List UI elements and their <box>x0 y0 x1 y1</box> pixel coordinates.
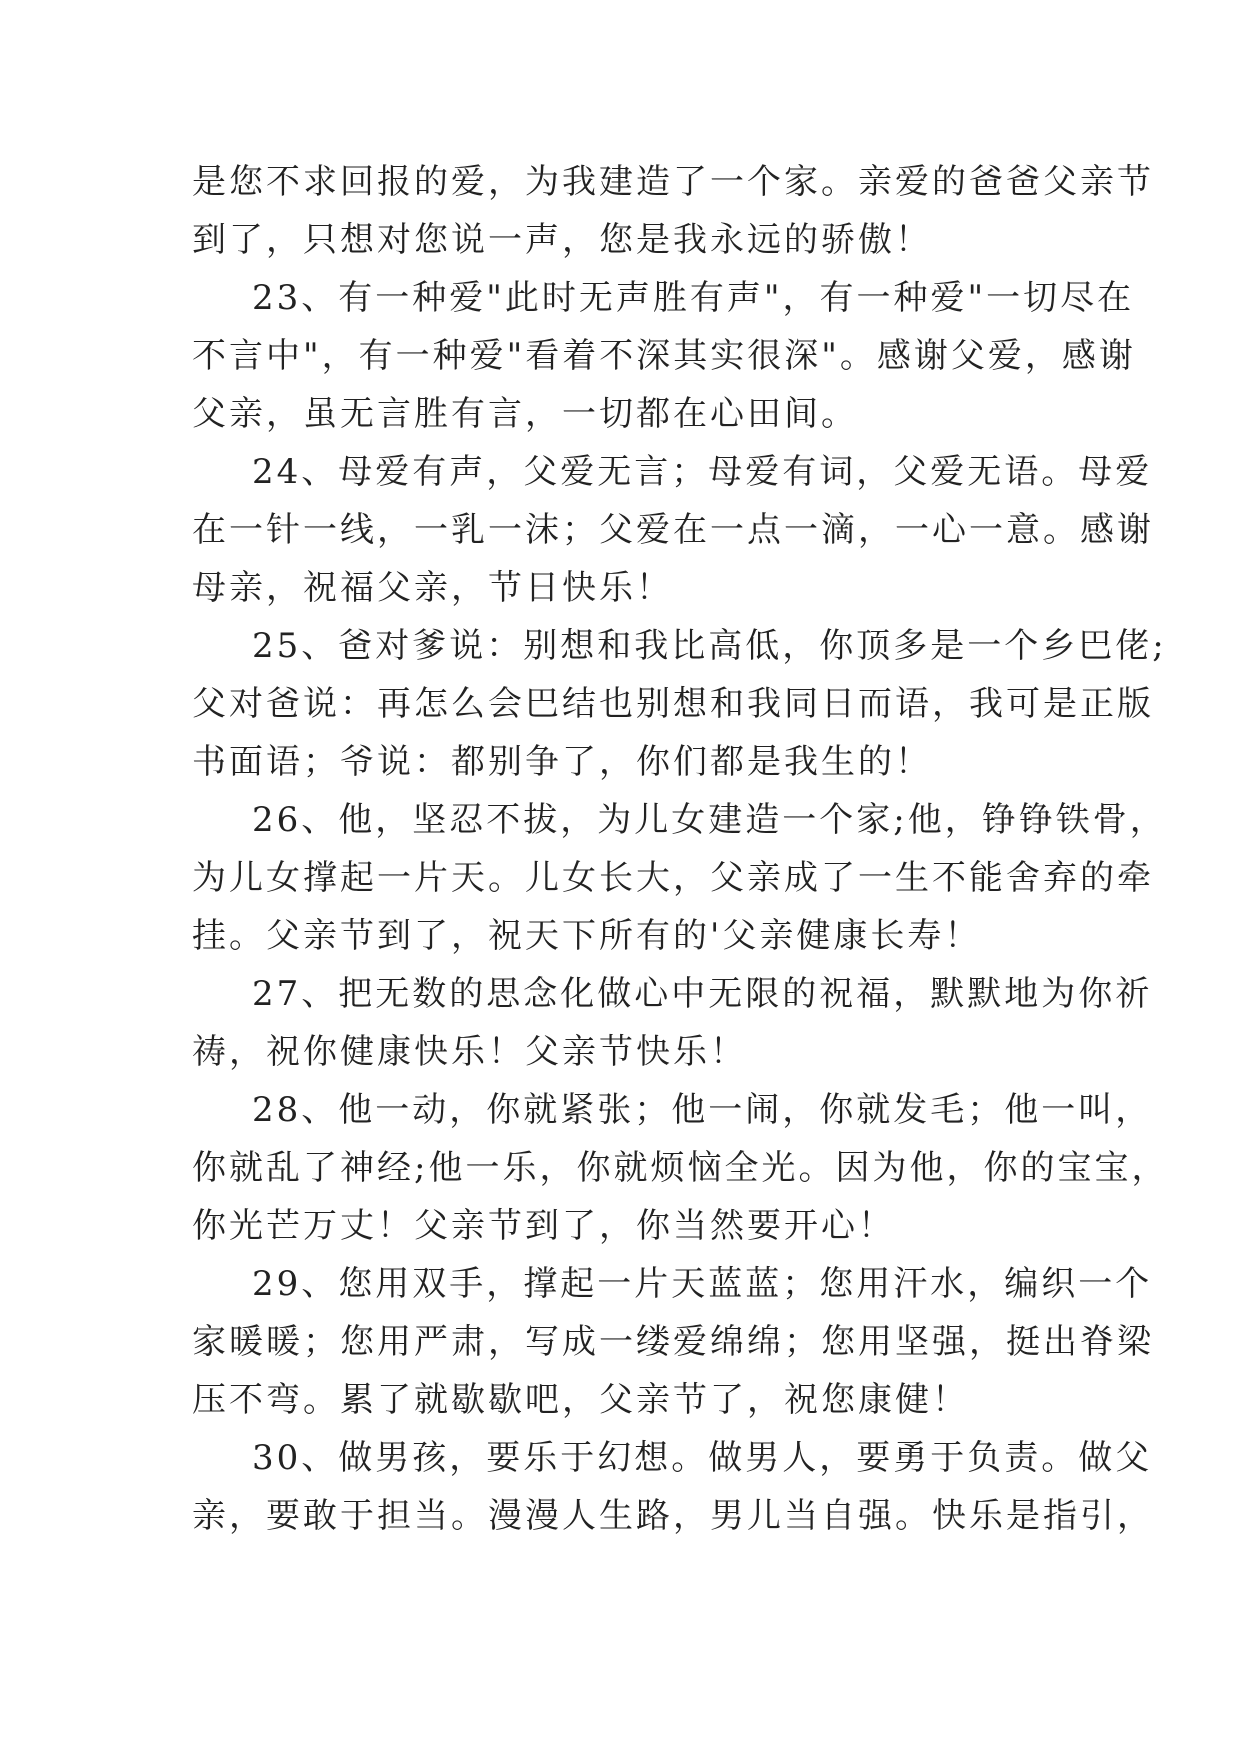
text-line: 在一针一线，一乳一沫；父爱在一点一滴，一心一意。感谢 <box>192 510 1154 550</box>
paragraph-start-24: 24、母爱有声，父爱无言；母爱有词，父爱无语。母爱 <box>252 452 1153 492</box>
paragraph-start-27: 27、把无数的思念化做心中无限的祝福，默默地为你祈 <box>252 974 1153 1014</box>
paragraph-start-28: 28、他一动，你就紧张；他一闹，你就发毛；他一叫， <box>252 1090 1153 1130</box>
text-line: 父对爸说：再怎么会巴结也别想和我同日而语，我可是正版 <box>192 684 1154 724</box>
text-line: 是您不求回报的爱，为我建造了一个家。亲爱的爸爸父亲节 <box>192 162 1154 202</box>
paragraph-start-25: 25、爸对爹说：别想和我比高低，你顶多是一个乡巴佬; <box>252 626 1167 666</box>
text-line: 到了，只想对您说一声，您是我永远的骄傲！ <box>192 220 932 260</box>
text-line: 父亲，虽无言胜有言，一切都在心田间。 <box>192 394 858 434</box>
text-line: 挂。父亲节到了，祝天下所有的'父亲健康长寿！ <box>192 916 982 956</box>
text-line: 压不弯。累了就歇歇吧，父亲节了，祝您康健！ <box>192 1380 969 1420</box>
paragraph-start-30: 30、做男孩，要乐于幻想。做男人，要勇于负责。做父 <box>252 1438 1153 1478</box>
text-line: 书面语；爷说：都别争了，你们都是我生的！ <box>192 742 932 782</box>
text-line: 为儿女撑起一片天。儿女长大，父亲成了一生不能舍弃的牵 <box>192 858 1154 898</box>
paragraph-start-26: 26、他，坚忍不拔，为儿女建造一个家;他，铮铮铁骨， <box>252 800 1167 840</box>
paragraph-start-29: 29、您用双手，撑起一片天蓝蓝；您用汗水，编织一个 <box>252 1264 1153 1304</box>
text-line: 家暖暖；您用严肃，写成一缕爱绵绵；您用坚强，挺出脊梁 <box>192 1322 1154 1362</box>
paragraph-start-23: 23、有一种爱"此时无声胜有声"，有一种爱"一切尽在 <box>252 278 1135 318</box>
text-line: 你就乱了神经;他一乐，你就烦恼全光。因为他，你的宝宝， <box>192 1148 1169 1188</box>
text-line: 你光芒万丈！父亲节到了，你当然要开心！ <box>192 1206 895 1246</box>
text-line: 母亲，祝福父亲，节日快乐！ <box>192 568 673 608</box>
text-line: 祷，祝你健康快乐！父亲节快乐！ <box>192 1032 747 1072</box>
text-line: 亲，要敢于担当。漫漫人生路，男儿当自强。快乐是指引， <box>192 1496 1154 1536</box>
text-line: 不言中"，有一种爱"看着不深其实很深"。感谢父爱，感谢 <box>192 336 1136 376</box>
